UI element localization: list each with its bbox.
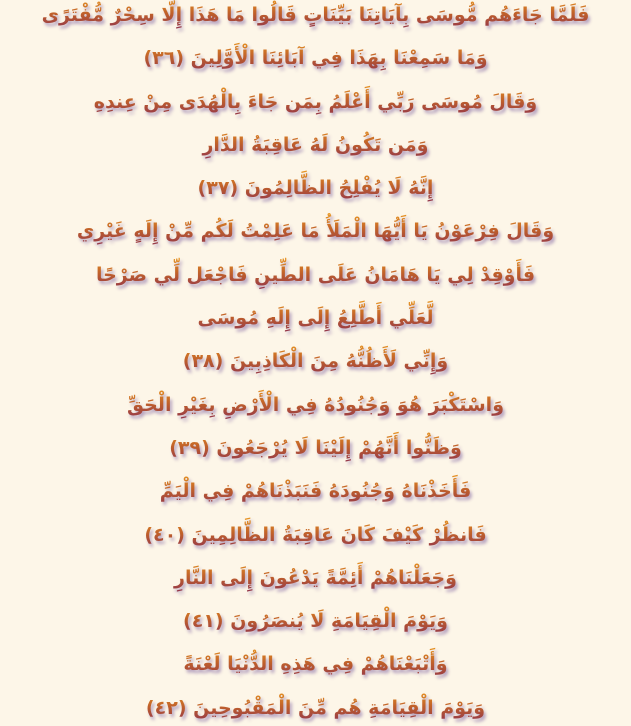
verse-line: إِنَّهُ لَا يُفْلِحُ الظَّالِمُونَ (٣٧) [0, 167, 631, 210]
verse-line: وَيَوْمَ الْقِيَامَةِ هُم مِّنَ الْمَقْبُوحِينَ (٤٢) [0, 687, 631, 726]
verse-line: فَأَوْقِدْ لِي يَا هَامَانُ عَلَى الطِّينِ فَاجْعَل لِّي صَرْحًا [0, 254, 631, 297]
verse-line: وَاسْتَكْبَرَ هُوَ وَجُنُودُهُ فِي الْأَرْضِ بِغَيْرِ الْحَقِّ [0, 384, 631, 427]
verse-line: لَّعَلِّي أَطَّلِعُ إِلَى إِلَهِ مُوسَى [0, 297, 631, 340]
verse-line: وَمَن تَكُونُ لَهُ عَاقِبَةُ الدَّارِ [0, 124, 631, 167]
verse-line: وَجَعَلْنَاهُمْ أَئِمَّةً يَدْعُونَ إِلَى النَّارِ [0, 557, 631, 600]
verse-line: فَانظُرْ كَيْفَ كَانَ عَاقِبَةُ الظَّالِمِينَ (٤٠) [0, 514, 631, 557]
verse-line: وَقَالَ فِرْعَوْنُ يَا أَيُّهَا الْمَلَأُ مَا عَلِمْتُ لَكُم مِّنْ إِلَهٍ غَيْرِي [0, 210, 631, 253]
verse-line: وَقَالَ مُوسَى رَبِّي أَعْلَمُ بِمَن جَاءَ بِالْهُدَى مِنْ عِندِهِ [0, 81, 631, 124]
verse-line: فَلَمَّا جَاءَهُم مُّوسَى بِآيَاتِنَا بَيِّنَاتٍ قَالُوا مَا هَذَا إِلَّا سِحْرٌ مُّفْتَرًى [0, 0, 631, 37]
verse-line: وَيَوْمَ الْقِيَامَةِ لَا يُنصَرُونَ (٤١) [0, 600, 631, 643]
verse-line: وَمَا سَمِعْنَا بِهَذَا فِي آبَائِنَا الْأَوَّلِينَ (٣٦) [0, 37, 631, 80]
verse-line: وَظَنُّوا أَنَّهُمْ إِلَيْنَا لَا يُرْجَعُونَ (٣٩) [0, 427, 631, 470]
verse-line: وَأَتْبَعْنَاهُمْ فِي هَذِهِ الدُّنْيَا لَعْنَةً [0, 643, 631, 686]
verse-line: فَأَخَذْنَاهُ وَجُنُودَهُ فَنَبَذْنَاهُمْ فِي الْيَمِّ [0, 470, 631, 513]
verse-line: وَإِنِّي لَأَظُنُّهُ مِنَ الْكَاذِبِينَ (٣٨) [0, 340, 631, 383]
